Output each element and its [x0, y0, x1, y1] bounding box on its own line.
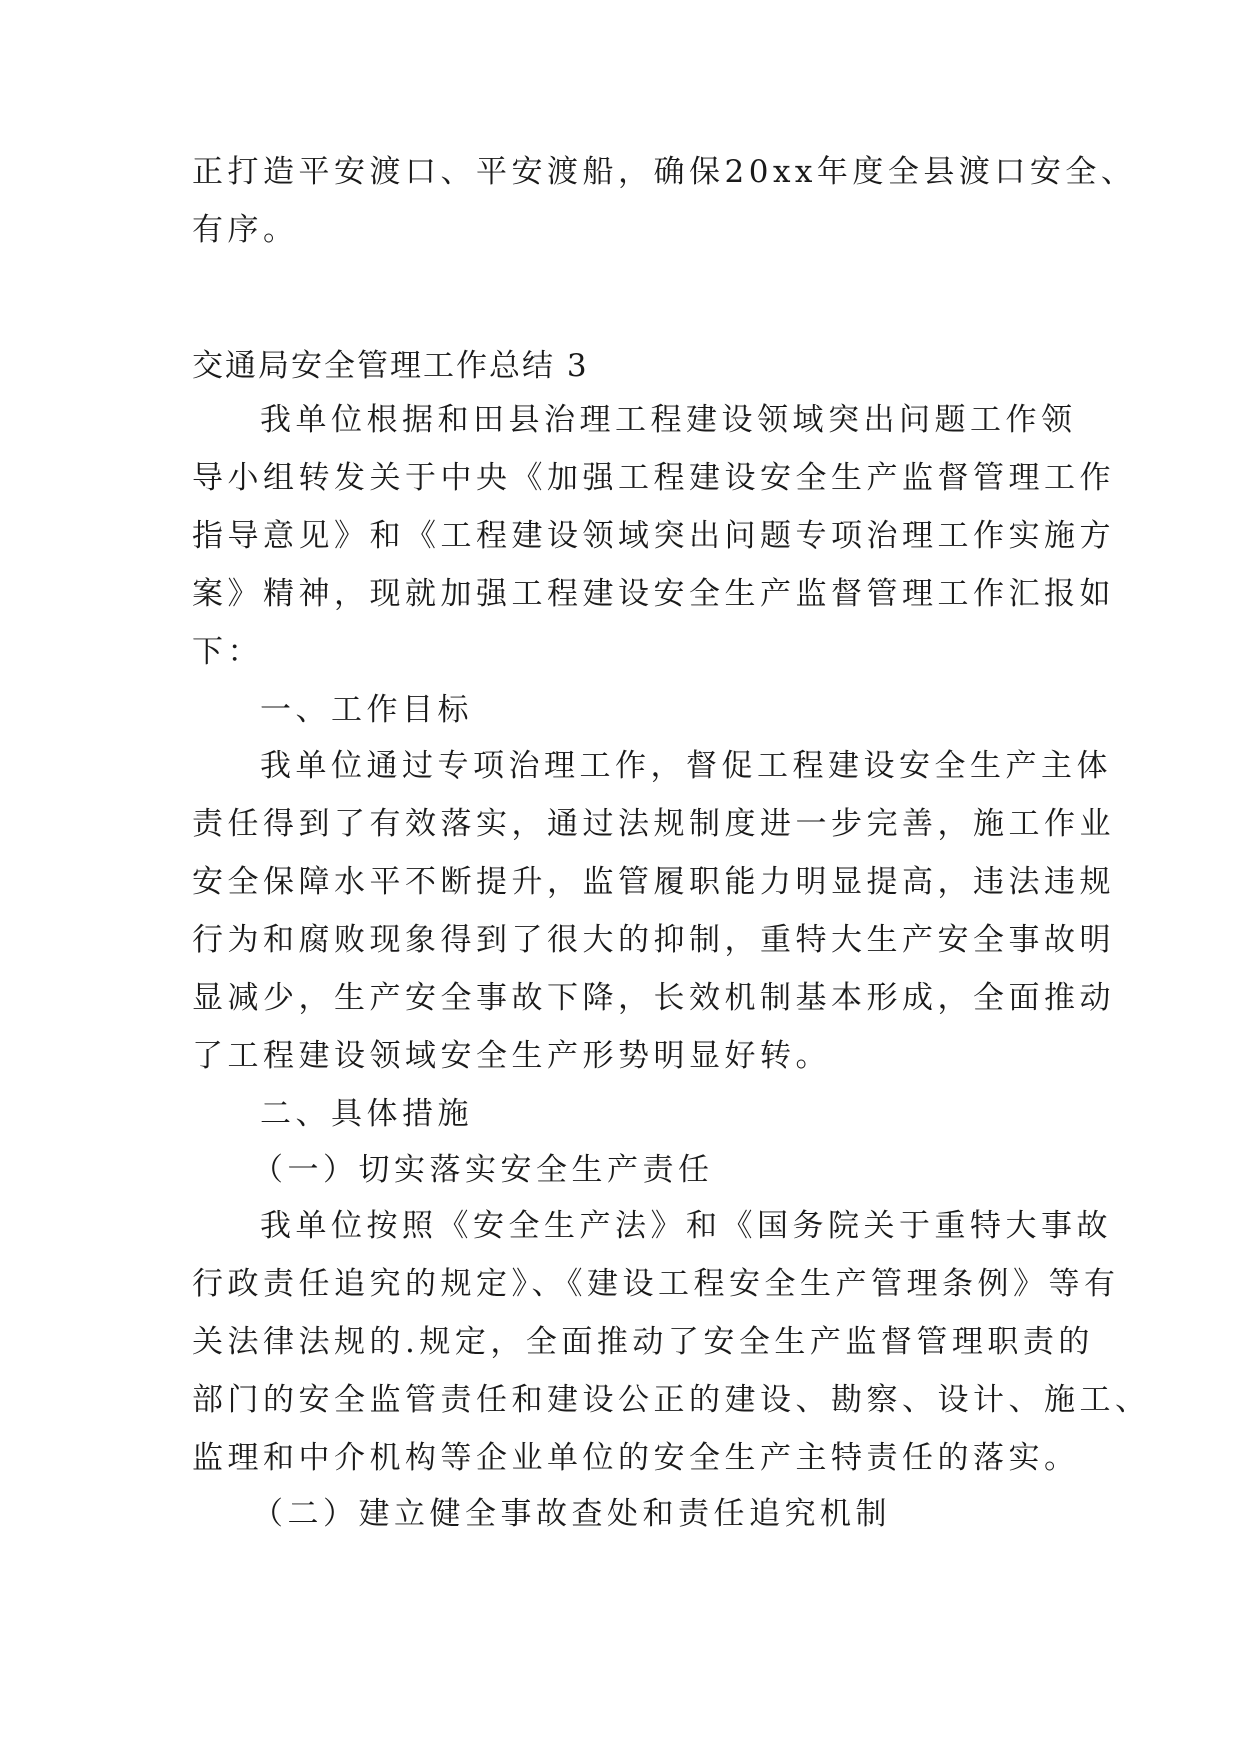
intro-line-5: 下：: [192, 634, 263, 670]
intro-line-4: 案》精神，现就加强工程建设安全生产监督管理工作汇报如: [192, 576, 1115, 612]
intro-line-1: 我单位根据和田县治理工程建设领域突出问题工作领: [260, 402, 1077, 438]
continuation-line-1: 正打造平安渡口、平安渡船，确保20xx年度全县渡口安全、: [192, 154, 1137, 190]
heading-measures: 二、具体措施: [260, 1096, 473, 1132]
measure-line-1: 我单位按照《安全生产法》和《国务院关于重特大事故: [260, 1208, 1112, 1244]
heading-goals: 一、工作目标: [260, 692, 473, 728]
measure-line-5: 监理和中介机构等企业单位的安全生产主特责任的落实。: [192, 1440, 1080, 1476]
subheading-responsibility: （一）切实落实安全生产责任: [252, 1152, 714, 1188]
continuation-line-2: 有序。: [192, 212, 299, 248]
measure-line-3: 关法律法规的.规定，全面推动了安全生产监督管理职责的: [192, 1324, 1094, 1360]
section-title: 交通局安全管理工作总结 3: [192, 348, 589, 384]
measure-line-2: 行政责任追究的规定》、《建设工程安全生产管理条例》等有: [192, 1266, 1120, 1302]
goal-line-6: 了工程建设领域安全生产形势明显好转。: [192, 1038, 831, 1074]
goal-line-1: 我单位通过专项治理工作，督促工程建设安全生产主体: [260, 748, 1112, 784]
measure-line-4: 部门的安全监管责任和建设公正的建设、勘察、设计、施工、: [192, 1382, 1151, 1418]
goal-line-5: 显减少，生产安全事故下降，长效机制基本形成，全面推动: [192, 980, 1115, 1016]
goal-line-4: 行为和腐败现象得到了很大的抑制，重特大生产安全事故明: [192, 922, 1115, 958]
goal-line-2: 责任得到了有效落实，通过法规制度进一步完善，施工作业: [192, 806, 1115, 842]
goal-line-3: 安全保障水平不断提升，监管履职能力明显提高，违法违规: [192, 864, 1115, 900]
intro-line-2: 导小组转发关于中央《加强工程建设安全生产监督管理工作: [192, 460, 1115, 496]
subheading-accountability: （二）建立健全事故查处和责任追究机制: [252, 1496, 891, 1532]
intro-line-3: 指导意见》和《工程建设领域突出问题专项治理工作实施方: [192, 518, 1115, 554]
